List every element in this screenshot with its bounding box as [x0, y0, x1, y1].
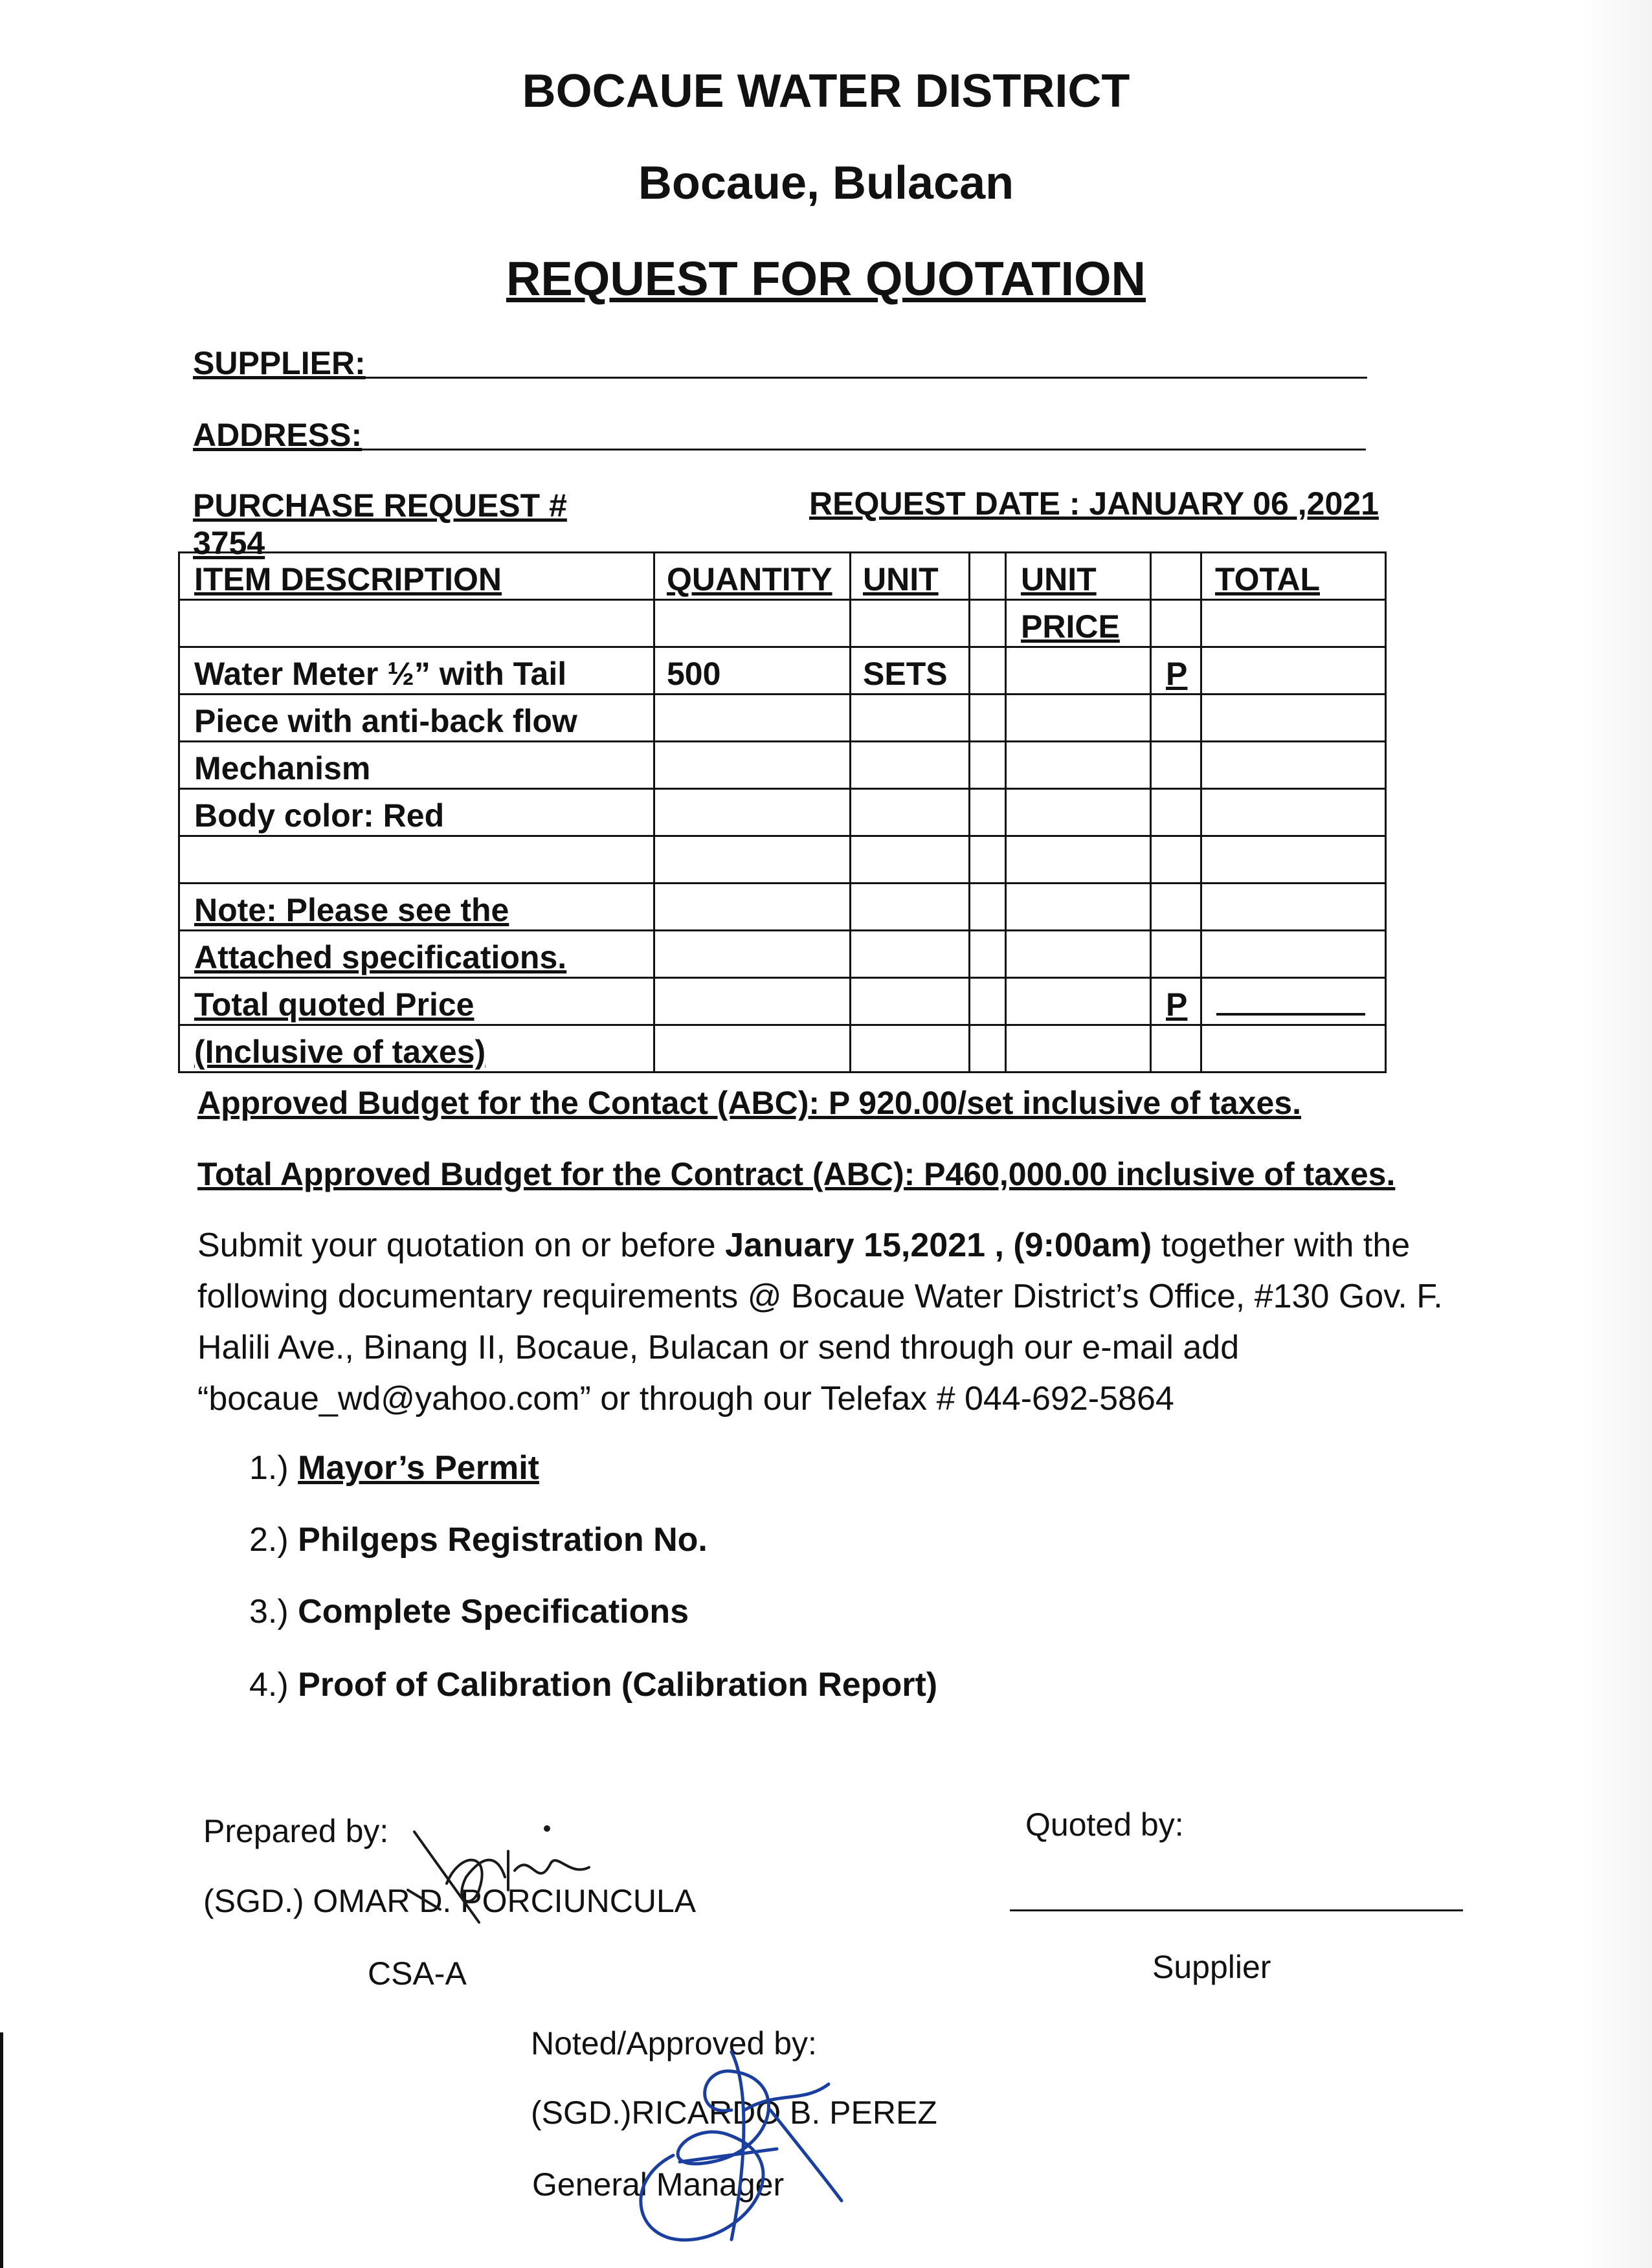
table-cell — [970, 695, 1006, 742]
document-title: REQUEST FOR QUOTATION — [506, 252, 1146, 306]
table-cell — [1201, 742, 1386, 789]
table-cell — [1006, 789, 1151, 836]
supplier-label: SUPPLIER: — [193, 345, 366, 381]
table-cell — [851, 931, 970, 978]
table-cell — [851, 695, 970, 742]
submission-deadline: January 15,2021 , (9:00am) — [725, 1227, 1152, 1264]
instructions-text-1: Submit your quotation on or before — [197, 1227, 726, 1264]
requirement-text: Philgeps Registration No. — [298, 1521, 708, 1559]
noted-approved-label: Noted/Approved by: — [531, 2025, 817, 2062]
inclusive-taxes-label: (Inclusive of taxes) — [179, 1025, 654, 1073]
prepared-by-label: Prepared by: — [203, 1813, 389, 1849]
table-cell — [970, 931, 1006, 978]
table-cell — [1201, 789, 1386, 836]
table-cell — [1201, 600, 1386, 647]
table-cell — [970, 789, 1006, 836]
peso-sign-cell: P — [1151, 647, 1201, 695]
table-cell — [1151, 600, 1201, 647]
table-row — [179, 931, 1386, 978]
requirement-item — [249, 1520, 708, 1559]
table-cell — [851, 600, 970, 647]
quoted-by-label: Quoted by: — [1025, 1807, 1184, 1843]
table-cell — [851, 884, 970, 931]
table-row — [179, 1025, 1386, 1073]
table-row — [179, 742, 1386, 789]
requirement-item — [249, 1592, 689, 1631]
table-cell — [970, 884, 1006, 931]
organization-name: BOCAUE WATER DISTRICT — [522, 65, 1130, 117]
table-cell — [851, 978, 970, 1025]
supplier-signature-line[interactable] — [1010, 1909, 1463, 1911]
scan-edge-mark — [0, 2032, 3, 2268]
instructions-text-2: together with the following documentary requirements @ Bocaue Water District’s Office, #130 Gov. F. Halili Ave., Binang II, Bocaue, Bulacan or send through our e-mail add “bocaue_wd@yahoo.com” or through our Telefax # 044-692-5864 — [197, 1227, 1443, 1418]
noted-approved-position: General Manager — [532, 2166, 785, 2203]
total-price-blank — [1216, 994, 1365, 1016]
table-cell — [970, 742, 1006, 789]
table-cell — [970, 647, 1006, 695]
unit-cell: SETS — [851, 647, 970, 695]
total-quoted-price-label: Total quoted Price — [179, 978, 654, 1025]
table-cell — [970, 600, 1006, 647]
table-cell — [1151, 836, 1201, 884]
unit-price-cell[interactable] — [1006, 647, 1151, 695]
requirement-text: Mayor’s Permit — [298, 1449, 539, 1487]
quotation-table — [178, 551, 1387, 1073]
table-cell — [851, 836, 970, 884]
item-description-cell: Body color: Red — [179, 789, 654, 836]
table-cell — [851, 742, 970, 789]
supplier-field-line[interactable] — [356, 377, 1367, 379]
table-cell — [654, 789, 851, 836]
table-row — [179, 836, 1386, 884]
prepared-by-name: (SGD.) OMAR D. PORCIUNCULA — [203, 1883, 697, 1919]
noted-by-signature — [583, 2013, 874, 2259]
quoted-by-position: Supplier — [1152, 1949, 1271, 1985]
submission-instructions — [197, 1220, 1486, 1425]
prepared-by-position: CSA-A — [368, 1955, 467, 1992]
header-total: TOTAL — [1201, 553, 1386, 600]
table-cell — [654, 1025, 851, 1073]
table-cell — [1151, 742, 1201, 789]
noted-approved-name: (SGD.)RICARDO B. PEREZ — [531, 2095, 937, 2131]
table-cell — [970, 553, 1006, 600]
requirement-number: 1.) — [249, 1449, 289, 1487]
table-cell — [654, 931, 851, 978]
note-cell: Note: Please see the — [179, 884, 654, 931]
address-field-line[interactable] — [348, 449, 1366, 450]
table-cell — [654, 978, 851, 1025]
table-cell — [970, 978, 1006, 1025]
organization-location: Bocaue, Bulacan — [638, 157, 1014, 209]
table-row — [179, 695, 1386, 742]
table-cell — [1151, 1025, 1201, 1073]
table-cell — [179, 600, 654, 647]
table-cell — [1006, 742, 1151, 789]
header-quantity: QUANTITY — [654, 553, 851, 600]
table-cell — [1151, 553, 1201, 600]
address-label: ADDRESS: — [193, 417, 363, 453]
table-cell — [851, 789, 970, 836]
requirement-text: Complete Specifications — [298, 1593, 689, 1630]
table-cell — [851, 1025, 970, 1073]
table-cell — [1006, 836, 1151, 884]
header-unit-price-line1: UNIT — [1006, 553, 1151, 600]
abc-total: Total Approved Budget for the Contract (ABC): P460,000.00 inclusive of taxes. — [197, 1156, 1396, 1192]
requirement-text: Proof of Calibration (Calibration Report) — [298, 1666, 938, 1704]
table-header-row — [179, 553, 1386, 600]
table-cell — [1006, 978, 1151, 1025]
request-date: REQUEST DATE : JANUARY 06 ,2021 — [809, 485, 1379, 522]
total-quoted-price-field[interactable] — [1201, 978, 1386, 1025]
table-cell — [1151, 931, 1201, 978]
table-cell — [654, 742, 851, 789]
prepared-by-signature — [401, 1812, 608, 1942]
table-cell — [654, 600, 851, 647]
requirement-item — [249, 1449, 539, 1487]
table-cell — [1201, 931, 1386, 978]
table-cell — [1201, 695, 1386, 742]
table-cell — [1201, 1025, 1386, 1073]
table-cell — [1151, 695, 1201, 742]
requirement-number: 2.) — [249, 1521, 289, 1559]
table-cell — [1151, 789, 1201, 836]
table-cell — [970, 836, 1006, 884]
table-cell — [1201, 884, 1386, 931]
table-cell — [1006, 695, 1151, 742]
item-description-cell: Piece with anti-back flow — [179, 695, 654, 742]
table-cell — [1006, 931, 1151, 978]
table-cell — [1006, 1025, 1151, 1073]
table-cell — [970, 1025, 1006, 1073]
quantity-cell: 500 — [654, 647, 851, 695]
requirement-number: 3.) — [249, 1593, 289, 1630]
item-description-cell: Water Meter ½” with Tail — [179, 647, 654, 695]
header-unit-price-line2: PRICE — [1006, 600, 1151, 647]
note-cell: Attached specifications. — [179, 931, 654, 978]
peso-sign-cell: P — [1151, 978, 1201, 1025]
item-description-cell: Mechanism — [179, 742, 654, 789]
table-row — [179, 978, 1386, 1025]
requirement-item — [249, 1665, 937, 1704]
table-header-row-2 — [179, 600, 1386, 647]
item-description-cell — [179, 836, 654, 884]
table-cell — [654, 884, 851, 931]
table-cell — [1006, 884, 1151, 931]
table-cell — [1201, 836, 1386, 884]
table-cell — [1151, 884, 1201, 931]
requirement-number: 4.) — [249, 1666, 289, 1704]
header-unit: UNIT — [851, 553, 970, 600]
table-row — [179, 789, 1386, 836]
abc-per-set: Approved Budget for the Contact (ABC): P 920.00/set inclusive of taxes. — [197, 1085, 1301, 1121]
table-cell — [654, 695, 851, 742]
table-row — [179, 647, 1386, 695]
header-item-description: ITEM DESCRIPTION — [179, 553, 654, 600]
purchase-request-number: PURCHASE REQUEST # 3754 — [193, 487, 567, 561]
scan-margin-shadow — [1579, 0, 1652, 2268]
table-cell — [654, 836, 851, 884]
total-cell[interactable] — [1201, 647, 1386, 695]
table-row — [179, 884, 1386, 931]
